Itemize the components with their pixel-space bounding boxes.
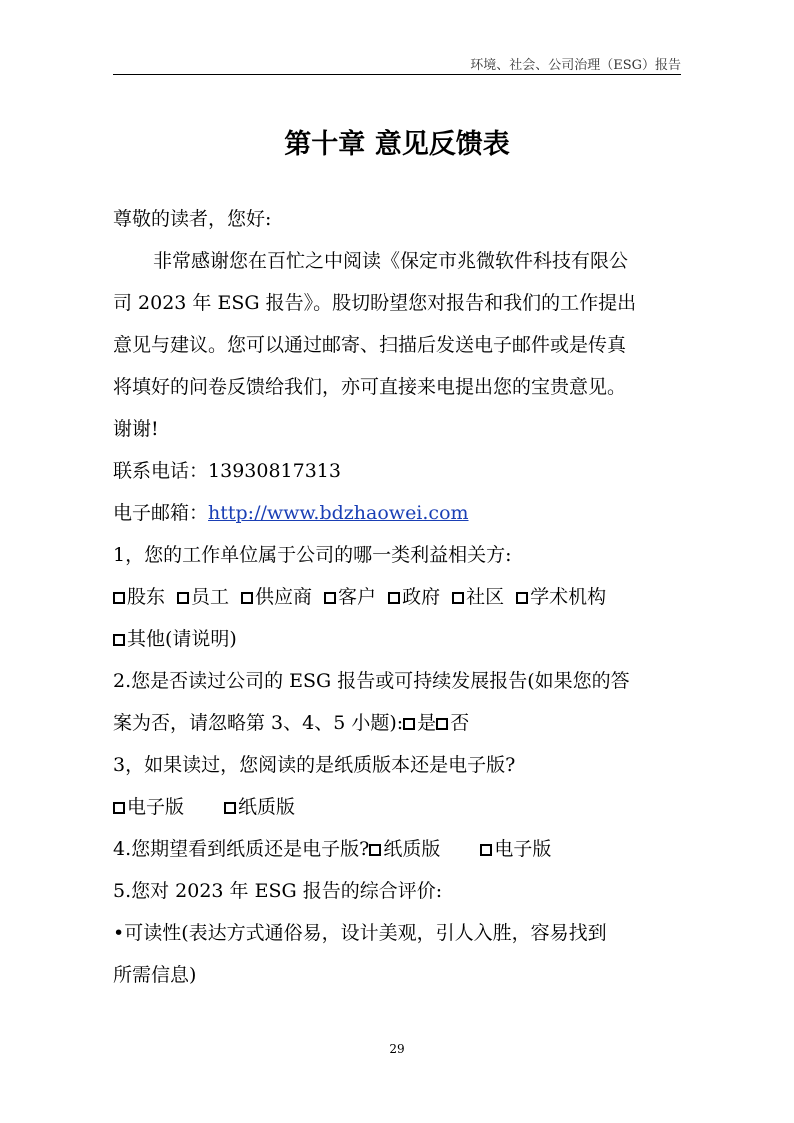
option-electronic[interactable]: 电子版 (113, 796, 184, 818)
contact-email (113, 492, 683, 534)
intro-line-3: 意见与建议。您可以通过邮寄、扫描后发送电子邮件或是传真 (113, 334, 627, 356)
checkbox-icon[interactable] (452, 592, 464, 604)
checkbox-icon[interactable] (177, 592, 189, 604)
question-1-options-2 (113, 618, 683, 660)
option-yes[interactable]: 是 (403, 712, 436, 734)
option-electronic[interactable]: 电子版 (480, 838, 551, 860)
question-2-line-2: 案为否，请忽略第 3、4、5 小题): 是 否 (113, 712, 470, 734)
question-3: 3，如果读过，您阅读的是纸质版本还是电子版? (113, 754, 516, 776)
option-employee[interactable]: 员工 (177, 586, 229, 608)
checkbox-icon[interactable] (388, 592, 400, 604)
option-paper[interactable]: 纸质版 (369, 838, 440, 860)
email-label: 电子邮箱： (113, 502, 209, 524)
question-2-line-1: 2.您是否读过公司的 ESG 报告或可持续发展报告(如果您的答 (113, 670, 630, 692)
checkbox-icon[interactable] (113, 592, 125, 604)
checkbox-icon[interactable] (113, 634, 125, 646)
question-5-item-line-2: 所需信息) (113, 964, 197, 986)
checkbox-icon[interactable] (241, 592, 253, 604)
header-divider (113, 74, 681, 75)
phone-label: 联系电话： (113, 460, 209, 482)
option-supplier[interactable]: 供应商 (241, 586, 312, 608)
option-academic[interactable]: 学术机构 (516, 586, 606, 608)
checkbox-icon[interactable] (436, 718, 448, 730)
checkbox-icon[interactable] (113, 802, 125, 814)
option-government[interactable]: 政府 (388, 586, 440, 608)
option-community[interactable]: 社区 (452, 586, 504, 608)
intro-line-1: 非常感谢您在百忙之中阅读《保定市兆微软件科技有限公 (153, 250, 629, 272)
checkbox-icon[interactable] (369, 844, 381, 856)
greeting: 尊敬的读者，您好: (113, 208, 272, 230)
option-paper[interactable]: 纸质版 (224, 796, 295, 818)
option-shareholder[interactable]: 股东 (113, 586, 165, 608)
question-1-options (113, 576, 683, 618)
running-header: 环境、社会、公司治理（ESG）报告 (470, 58, 681, 73)
document-body (113, 198, 683, 996)
option-no[interactable]: 否 (436, 712, 469, 734)
intro-line-4: 将填好的问卷反馈给我们，亦可直接来电提出您的宝贵意见。 (113, 376, 627, 398)
phone-number: 13930817313 (208, 460, 341, 482)
website-link[interactable]: http://www.bdzhaowei.com (208, 502, 469, 524)
checkbox-icon[interactable] (480, 844, 492, 856)
question-4: 4.您期望看到纸质还是电子版? 纸质版 电子版 (113, 838, 552, 860)
question-3-options (113, 786, 683, 828)
question-5: 5.您对 2023 年 ESG 报告的综合评价: (113, 880, 443, 902)
intro-line-2: 司 2023 年 ESG 报告》。股切盼望您对报告和我们的工作提出 (113, 292, 637, 314)
page-title: 第十章 意见反馈表 (284, 129, 510, 160)
intro-line-5: 谢谢! (113, 418, 159, 440)
checkbox-icon[interactable] (224, 802, 236, 814)
question-5-item-line-1: •可读性(表达方式通俗易，设计美观，引人入胜，容易找到 (113, 922, 607, 944)
checkbox-icon[interactable] (516, 592, 528, 604)
page-number: 29 (389, 1042, 405, 1056)
contact-phone (113, 450, 683, 492)
option-other[interactable]: 其他(请说明) (113, 628, 237, 650)
checkbox-icon[interactable] (324, 592, 336, 604)
checkbox-icon[interactable] (403, 718, 415, 730)
option-customer[interactable]: 客户 (324, 586, 376, 608)
question-1: 1，您的工作单位属于公司的哪一类利益相关方: (113, 544, 512, 566)
